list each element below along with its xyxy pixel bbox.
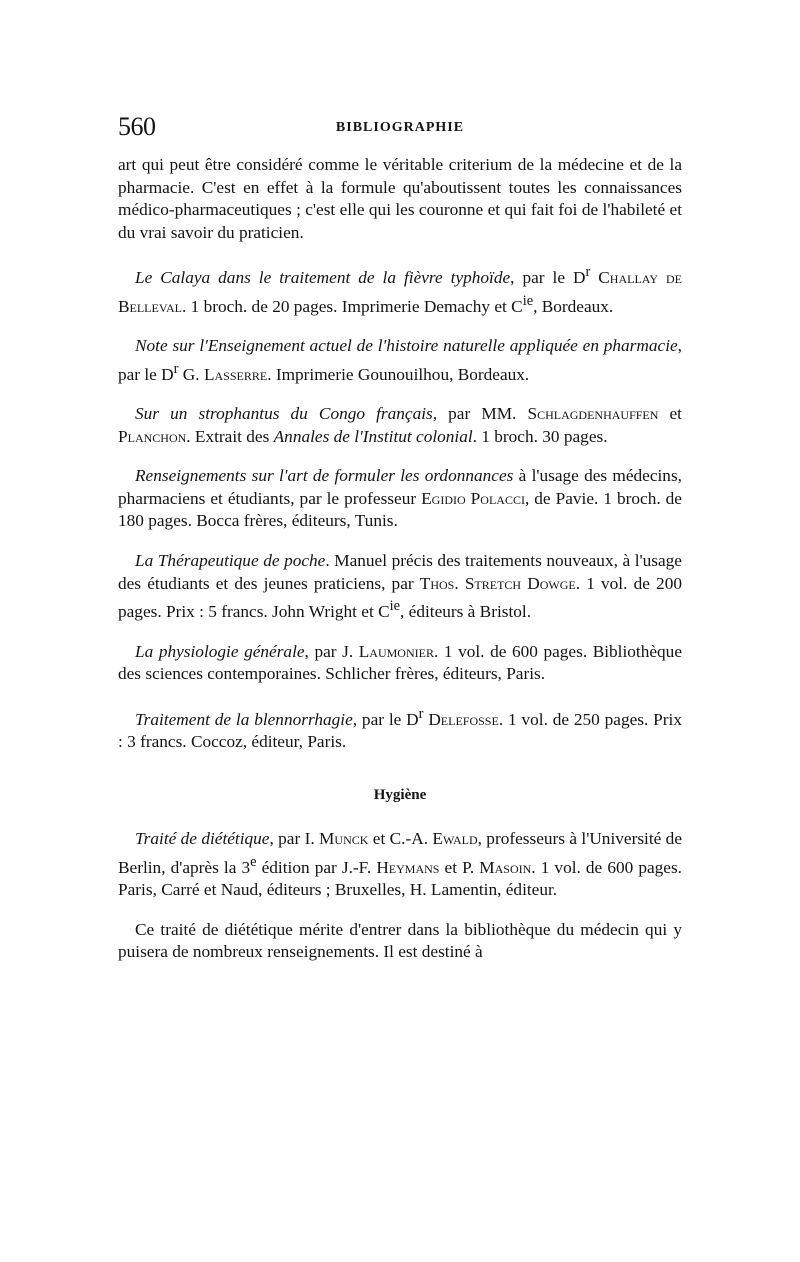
text-run: et [368,829,390,849]
bibliography-entry [118,465,682,533]
bibliography-entry [118,261,682,318]
bibliography-entry [118,828,682,902]
bibliography-entry [118,703,682,754]
text-run: art qui peut être considéré comme le véritable criterium de la médecine et de la pharmacie. C'est en effet à la formule qu'aboutissent toutes les connaissances médico-pharmaceutiques ; c'est elle qui les couronne et qui fait foi de l'habileté et du vrai savoir du praticien. [118,155,682,242]
superscript: r [173,360,179,377]
superscript: ie [522,292,534,309]
author-name: Lasserre [203,364,268,384]
title-text: Annales de l'Institut colonial [273,426,473,446]
author-name: Egidio Polacci [421,488,525,508]
title-text: Le Calaya dans le traitement de la fièvre typhoïde [135,268,511,288]
title-text: Renseignements sur l'art de formuler les ordonnances [135,466,514,486]
author-name: Masoin [479,857,532,877]
section-heading: Hygiène [373,786,427,803]
text-run: . 1 vol. de 600 pages. Paris, Carré et Naud, éditeurs ; Bruxelles, H. Lamentin, éditeur. [118,857,682,900]
author-name: Planchon [118,426,187,446]
title-text: Traité de diététique [135,829,270,849]
text-run: . 1 broch. de 20 pages. Imprimerie Demachy et C [181,296,523,316]
superscript: ie [389,598,401,615]
text-run: G. [178,364,204,384]
text-run: . Manuel précis des traitements nouveaux, à l'usage des étudiants et des jeunes praticiens, par [118,551,682,593]
author-name: Challay de Belleval [118,268,682,316]
text-run: , éditeurs à Bristol. [400,601,532,621]
author-name: Delefosse [428,709,499,729]
author-name: Laumonier [358,641,434,661]
text-run: . 1 vol. de 600 pages. Bibliothèque des sciences contemporaines. Schlicher frères, éditeurs, Paris. [118,641,682,684]
author-name: Munck [319,829,369,849]
text-run: , professeurs à l'Université de Berlin, d'après la 3 [118,829,682,877]
bibliography-entry [118,403,682,448]
text-run: , par le D [510,268,586,288]
bibliography-entry [118,641,682,686]
text-run: et P. [439,857,480,877]
superscript: r [418,705,424,722]
text-run: , par J. [304,641,359,661]
text-run: édition par J.-F. [256,857,377,877]
text-run: . Extrait des [186,426,274,446]
text-run: à l'usage des médecins, pharmaciens et étudiants, par le professeur [118,466,682,508]
text-run: . Imprimerie Gounouilhou, Bordeaux. [267,364,530,384]
text-run: . 1 vol. de 200 pages. Prix : 5 francs. John Wright et C [118,573,682,621]
text-run: . 1 vol. de 250 pages. Prix : 3 francs. Coccoz, éditeur, Paris. [118,709,682,752]
text-run: , par I. [269,829,320,849]
title-text: Note sur l'Enseignement actuel de l'histoire naturelle appliquée en pharmacie [135,336,678,356]
author-name: Schlagdenhauffen [527,404,659,424]
author-name: Heymans [376,857,440,877]
superscript: r [585,264,591,281]
text-run: , par MM. [432,404,528,424]
title-text: La Thérapeutique de poche [135,551,326,571]
page-body [118,154,682,964]
author-name: C.-A. Ewald [389,829,478,849]
page-header [118,112,682,142]
text-run: , Bordeaux. [533,296,614,316]
bibliography-entry [118,550,682,624]
review-paragraph [118,919,682,964]
superscript: e [250,853,257,870]
running-head: BIBLIOGRAPHIE [335,120,465,135]
bibliography-entry [118,335,682,386]
title-text: Sur un strophantus du Congo français [135,404,433,424]
text-run: Ce traité de diététique mérite d'entrer dans la bibliothèque du médecin qui y puisera de nombreux renseignements. Il est destiné à [118,919,682,962]
title-text: La physiologie générale [135,641,305,661]
text-run: , par le D [352,709,419,729]
intro-paragraph [118,154,682,244]
page-number: 560 [118,112,156,141]
text-run: . 1 broch. 30 pages. [472,426,608,446]
text-run: et [658,404,682,424]
text-run: , par le D [118,336,682,384]
title-text: Traitement de la blennorrhagie [135,709,353,729]
text-run: , de Pavie. 1 broch. de 180 pages. Bocca frères, éditeurs, Tunis. [118,488,682,531]
author-name: Thos. Stretch Dowge [419,573,576,593]
